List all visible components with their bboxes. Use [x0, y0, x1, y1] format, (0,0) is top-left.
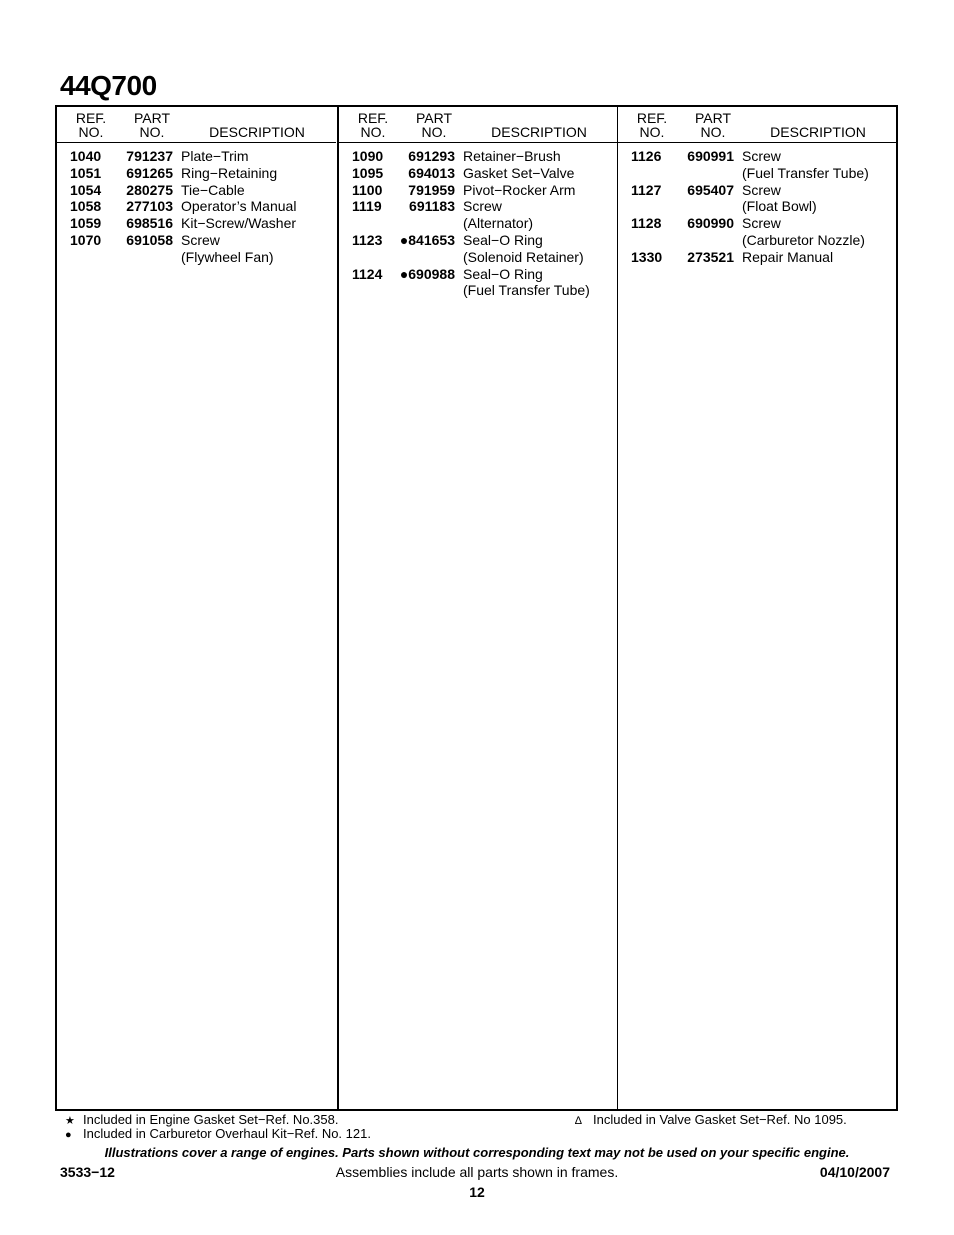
- part-description: [463, 165, 618, 182]
- table-row: [57, 165, 336, 182]
- description-line: Screw: [742, 148, 781, 164]
- description-line: Kit−Screw/Washer: [181, 215, 297, 232]
- ref-number: 1100: [352, 181, 383, 198]
- ref-number: 1119: [352, 198, 382, 215]
- ref-number: 1051: [70, 164, 102, 181]
- part-description: [463, 198, 618, 232]
- part-number: ●841653: [399, 231, 455, 248]
- disclaimer: Illustrations cover a range of engines. Parts shown without corresponding text may not be used on your specific engine.: [104, 1145, 850, 1160]
- description-line: Screw: [463, 198, 502, 215]
- part-number: 273521: [687, 248, 734, 265]
- parts-rows: [618, 148, 897, 266]
- part-number: 694013: [408, 164, 455, 181]
- table-row: [339, 198, 618, 232]
- description-line: Screw: [742, 181, 781, 198]
- part-number: 691183: [409, 198, 455, 215]
- description-line: Seal−O Ring: [463, 265, 543, 282]
- description-line: Screw: [742, 215, 781, 232]
- description-line: Repair Manual: [742, 248, 834, 265]
- part-number: 698516: [126, 215, 173, 232]
- parts-column-2: [337, 107, 618, 1109]
- description-line: (Solenoid Retainer): [463, 248, 584, 265]
- part-description: [463, 148, 618, 165]
- column-header: [57, 107, 336, 143]
- ref-number: 1040: [70, 148, 102, 164]
- assemblies-note: Assemblies include all parts shown in frames.: [335, 1164, 619, 1180]
- part-description: [463, 182, 618, 199]
- delta-icon: ∆: [575, 1115, 582, 1127]
- parts-column-1: [57, 107, 336, 1109]
- description-line: Operator’s Manual: [181, 198, 297, 215]
- table-row: [57, 215, 336, 232]
- table-row: [57, 198, 336, 215]
- header-ref-no: REF. NO.: [75, 110, 107, 140]
- part-description: [181, 148, 336, 165]
- description-line: Retainer−Brush: [463, 148, 561, 164]
- table-row: [339, 232, 618, 266]
- ref-number: 1058: [70, 198, 102, 215]
- part-description: [181, 232, 336, 266]
- column-header: [618, 107, 897, 143]
- description-line: (Flywheel Fan): [181, 248, 274, 265]
- footnote-carburetor-kit: ● Included in Carburetor Overhaul Kit−Ref. No. 121.: [65, 1126, 371, 1141]
- ref-number: 1124: [352, 265, 383, 282]
- page-title: 44Q700: [60, 70, 157, 101]
- part-description: [463, 232, 618, 266]
- table-row: [57, 182, 336, 199]
- table-row: [339, 266, 618, 300]
- description-line: Seal−O Ring: [463, 231, 543, 248]
- part-number: 280275: [126, 181, 173, 198]
- description-line: Pivot−Rocker Arm: [463, 181, 576, 198]
- header-ref-no: REF. NO.: [357, 110, 389, 140]
- description-line: (Fuel Transfer Tube): [463, 282, 590, 299]
- description-line: Gasket Set−Valve: [463, 164, 575, 181]
- ref-number: 1070: [70, 231, 102, 248]
- description-line: Plate−Trim: [181, 148, 249, 164]
- ref-number: 1127: [631, 181, 662, 198]
- header-description: DESCRIPTION: [491, 124, 587, 140]
- part-description: [742, 182, 897, 216]
- table-row: [618, 148, 897, 182]
- parts-rows: [339, 148, 618, 299]
- ref-number: 1123: [352, 231, 383, 248]
- table-row: [618, 182, 897, 216]
- description-line: Screw: [181, 231, 220, 248]
- ref-number: 1059: [70, 215, 102, 232]
- description-line: (Fuel Transfer Tube): [742, 164, 869, 181]
- part-number: ●690988: [399, 265, 455, 282]
- part-description: [181, 215, 336, 232]
- header-description: DESCRIPTION: [770, 124, 866, 140]
- part-number: 695407: [687, 181, 734, 198]
- page-number: 12: [469, 1184, 485, 1200]
- part-number: 791959: [408, 181, 455, 198]
- description-line: (Float Bowl): [742, 198, 817, 215]
- ref-number: 1090: [352, 148, 384, 164]
- table-row: [339, 182, 618, 199]
- part-description: [742, 148, 897, 182]
- ref-number: 1128: [631, 215, 662, 232]
- part-number: 691058: [126, 231, 173, 248]
- part-description: [181, 198, 336, 215]
- footnote-engine-gasket: ★ Included in Engine Gasket Set−Ref. No.358.: [65, 1112, 339, 1127]
- document-number: 3533−12: [60, 1164, 115, 1180]
- description-line: (Alternator): [463, 215, 534, 232]
- part-description: [181, 165, 336, 182]
- part-description: [742, 215, 897, 249]
- description-line: (Carburetor Nozzle): [742, 231, 865, 248]
- part-number: 791237: [126, 148, 173, 164]
- document-date: 04/10/2007: [819, 1164, 890, 1180]
- parts-column-3: [617, 107, 897, 1109]
- header-description: DESCRIPTION: [209, 124, 305, 140]
- part-description: [181, 182, 336, 199]
- part-number: 691293: [408, 148, 455, 164]
- header-part-no: PART NO.: [694, 110, 732, 140]
- table-row: [339, 148, 618, 165]
- table-row: [618, 215, 897, 249]
- description-line: Tie−Cable: [181, 181, 245, 198]
- header-part-no: PART NO.: [133, 110, 171, 140]
- ref-number: 1054: [70, 181, 102, 198]
- ref-number: 1330: [631, 248, 663, 265]
- header-ref-no: REF. NO.: [636, 110, 668, 140]
- star-icon: ★: [65, 1115, 75, 1127]
- column-header: [339, 107, 618, 143]
- table-row: [57, 232, 336, 266]
- parts-rows: [57, 148, 336, 266]
- part-description: [742, 249, 897, 266]
- part-description: [463, 266, 618, 300]
- ref-number: 1095: [352, 164, 384, 181]
- table-row: [618, 249, 897, 266]
- table-row: [57, 148, 336, 165]
- table-row: [339, 165, 618, 182]
- part-number: 277103: [126, 198, 173, 215]
- parts-table: [55, 105, 898, 1111]
- ref-number: 1126: [631, 148, 662, 164]
- bullet-icon: ●: [65, 1129, 72, 1141]
- footnote-valve-gasket: ∆ Included in Valve Gasket Set−Ref. No 1095.: [575, 1112, 847, 1127]
- description-line: Ring−Retaining: [181, 164, 278, 181]
- part-number: 690990: [687, 215, 734, 232]
- header-part-no: PART NO.: [415, 110, 453, 140]
- part-number: 691265: [126, 164, 173, 181]
- part-number: 690991: [687, 148, 734, 164]
